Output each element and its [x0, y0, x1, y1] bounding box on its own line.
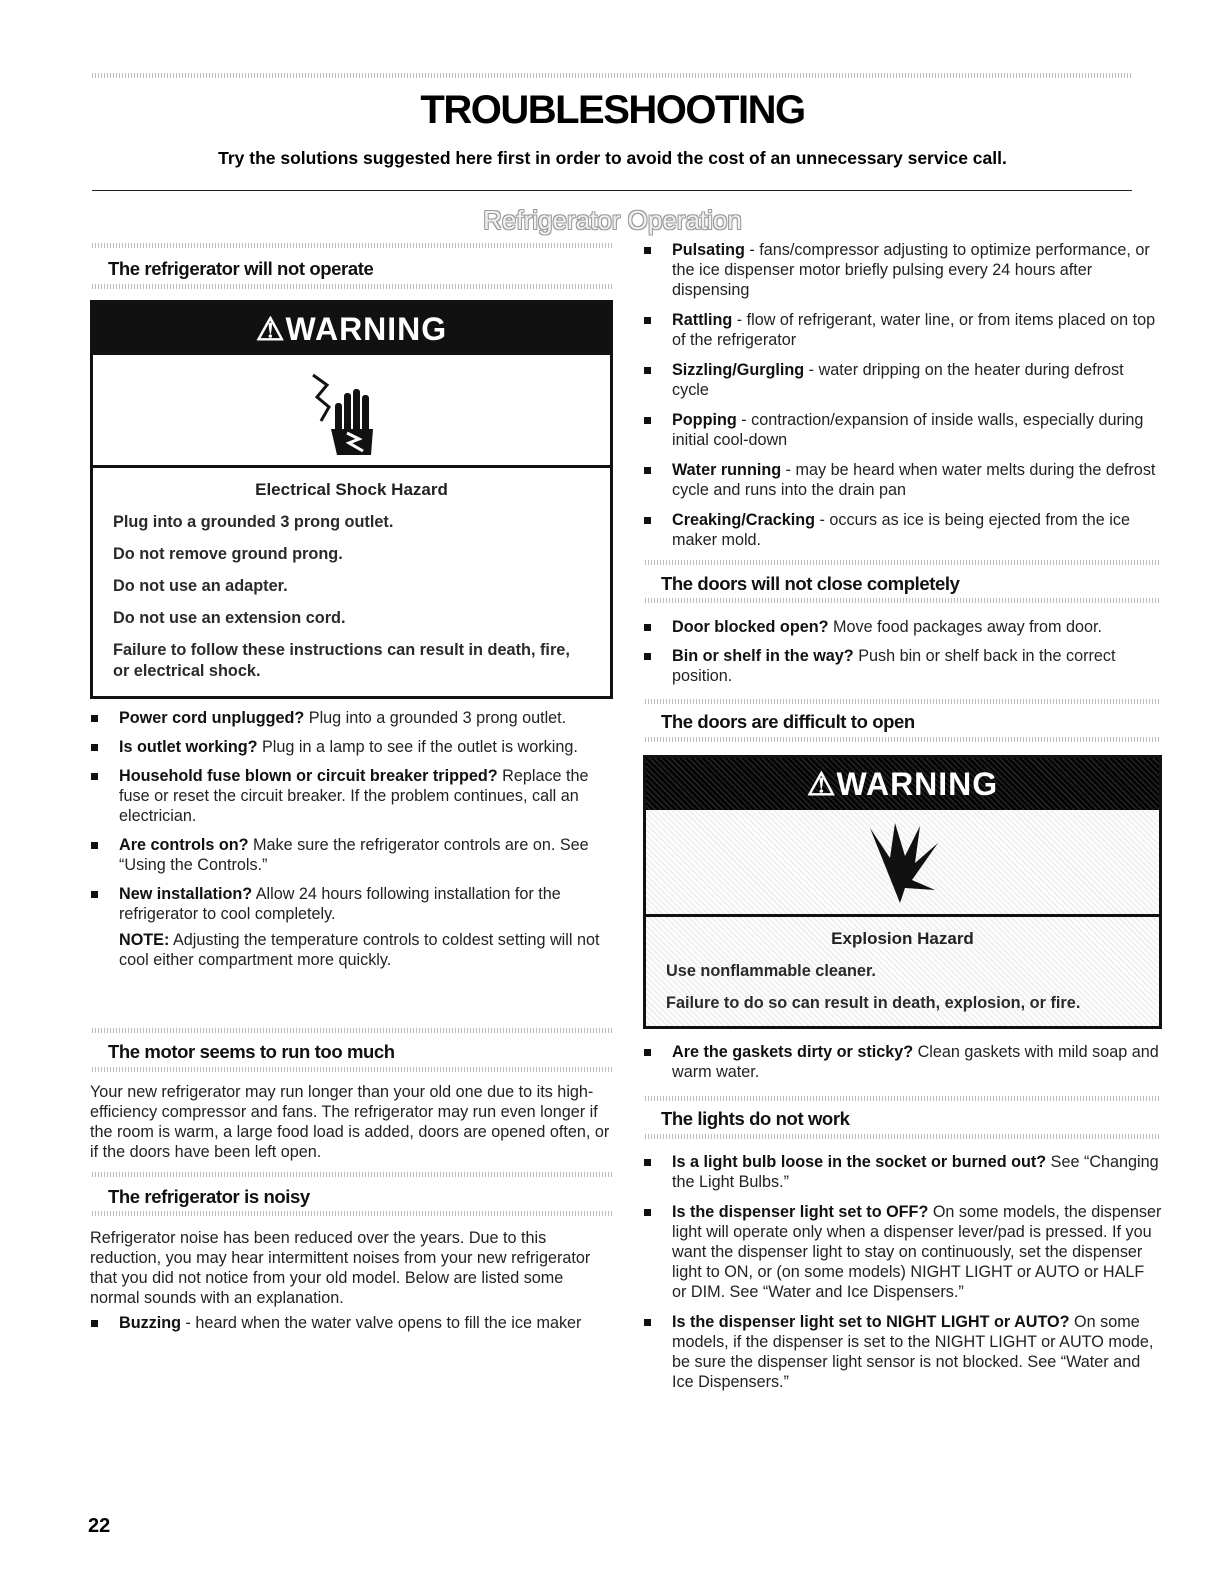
- warning-triangle-icon: ⚠: [255, 311, 286, 347]
- divider: [645, 1134, 1160, 1139]
- divider: [92, 190, 1132, 191]
- note: NOTE: Adjusting the temperature controls to coldest setting will not cool either compartment more quickly.: [119, 931, 600, 969]
- list-item: Are controls on? Make sure the refrigerator controls are on. See “Using the Controls.”: [88, 835, 610, 875]
- list-item: Is a light bulb loose in the socket or burned out? See “Changing the Light Bulbs.”: [641, 1152, 1163, 1192]
- warning-line: Plug into a grounded 3 prong outlet.: [113, 513, 394, 531]
- page-subtitle: Try the solutions suggested here first in order to avoid the cost of an unnecessary service call.: [218, 148, 1007, 168]
- electrical-warning-box: [90, 300, 613, 699]
- list-item: Is the dispenser light set to OFF? On some models, the dispenser light will operate only when a dispenser lever/pad is pressed. If you want the dispenser light to stay on continuously, set the dispenser light to ON, or (on some models) NIGHT LIGHT or AUTO or HALF or DIM. See “Water and Ice Dispensers.”: [641, 1202, 1163, 1302]
- divider: [92, 1211, 612, 1216]
- subsection-heading: The refrigerator will not operate: [108, 258, 374, 279]
- list-item: Are the gaskets dirty or sticky? Clean gaskets with mild soap and warm water.: [641, 1042, 1161, 1082]
- divider: [645, 598, 1160, 603]
- electric-shock-hand-icon: [291, 363, 411, 463]
- bullet-list: [641, 1042, 1161, 1082]
- list-item: Household fuse blown or circuit breaker tripped? Replace the fuse or reset the circuit breaker. If the problem continues, call an electrician.: [88, 766, 610, 826]
- bullet-list: [88, 708, 610, 970]
- subsection-heading: The doors are difficult to open: [661, 711, 915, 732]
- warning-line: Failure to do so can result in death, explosion, or fire.: [666, 994, 1081, 1012]
- divider: [645, 1096, 1160, 1101]
- list-item: Popping - contraction/expansion of inside walls, especially during initial cool-down: [641, 410, 1161, 450]
- bullet-list: [641, 617, 1161, 686]
- explosion-icon: [850, 818, 950, 908]
- list-item: Rattling - flow of refrigerant, water line, or from items placed on top of the refrigerator: [641, 310, 1161, 350]
- list-item: New installation? Allow 24 hours following installation for the refrigerator to cool completely. NOTE: Adjusting the temperature controls to coldest setting will not cool either compartment more quickly.: [88, 884, 610, 970]
- warning-line: Use nonflammable cleaner.: [666, 962, 876, 980]
- bullet-list: [641, 240, 1161, 550]
- divider: [645, 560, 1160, 565]
- warning-banner: ⚠WARNING: [93, 303, 610, 355]
- list-item: Bin or shelf in the way? Push bin or shelf back in the correct position.: [641, 646, 1161, 686]
- top-hatch-rule: [92, 73, 1132, 78]
- divider: [92, 1172, 612, 1177]
- divider: [92, 1028, 612, 1033]
- list-item: Door blocked open? Move food packages away from door.: [641, 617, 1161, 637]
- bullet-list: [88, 1313, 588, 1333]
- paragraph: Refrigerator noise has been reduced over the years. Due to this reduction, you may hear intermittent noises from your new refrigerator that you did not notice from your old model. Below are listed some normal sounds with an explanation.: [90, 1229, 591, 1307]
- bullet-list: [641, 1152, 1163, 1392]
- divider: [645, 699, 1160, 704]
- divider: [92, 243, 612, 248]
- list-item: Pulsating - fans/compressor adjusting to optimize performance, or the ice dispenser motor briefly pulsing every 24 hours after dispensing: [641, 240, 1161, 300]
- warning-line: Do not use an adapter.: [113, 577, 288, 595]
- list-item: Buzzing - heard when the water valve opens to fill the ice maker: [88, 1313, 588, 1333]
- warning-banner: ⚠WARNING: [646, 758, 1159, 810]
- warning-line: Failure to follow these instructions can result in death, fire, or electrical shock.: [113, 641, 570, 680]
- hazard-title: Electrical Shock Hazard: [255, 480, 448, 499]
- subsection-heading: The lights do not work: [661, 1108, 850, 1129]
- section-title: Refrigerator Operation: [483, 205, 742, 235]
- paragraph: Your new refrigerator may run longer than your old one due to its high-efficiency compressor and fans. The refrigerator may run even longer if the room is warm, a large food load is added, doors are opened often, or if the doors have been left open.: [90, 1083, 610, 1161]
- warning-line: Do not use an extension cord.: [113, 609, 346, 627]
- subsection-heading: The refrigerator is noisy: [108, 1186, 310, 1207]
- explosion-hazard-icon-area: [646, 810, 1159, 917]
- warning-line: Do not remove ground prong.: [113, 545, 343, 563]
- divider: [645, 737, 1160, 742]
- divider: [92, 1067, 612, 1072]
- list-item: Is the dispenser light set to NIGHT LIGHT or AUTO? On some models, if the dispenser is set to the NIGHT LIGHT or AUTO mode, be sure the dispenser light sensor is not blocked. See “Water and Ice Dispensers.”: [641, 1312, 1163, 1392]
- warning-triangle-icon: ⚠: [806, 766, 837, 802]
- list-item: Sizzling/Gurgling - water dripping on the heater during defrost cycle: [641, 360, 1161, 400]
- list-item: Water running - may be heard when water melts during the defrost cycle and runs into the drain pan: [641, 460, 1161, 500]
- page-title: TROUBLESHOOTING: [420, 88, 805, 132]
- shock-hazard-icon-area: [93, 355, 610, 468]
- subsection-heading: The doors will not close completely: [661, 573, 960, 594]
- page-number: 22: [88, 1515, 111, 1537]
- divider: [92, 284, 612, 289]
- subsection-heading: The motor seems to run too much: [108, 1041, 395, 1062]
- list-item: Power cord unplugged? Plug into a grounded 3 prong outlet.: [88, 708, 610, 728]
- list-item: Is outlet working? Plug in a lamp to see if the outlet is working.: [88, 737, 610, 757]
- explosion-warning-box: [643, 755, 1162, 1029]
- hazard-title: Explosion Hazard: [831, 929, 974, 948]
- list-item: Creaking/Cracking - occurs as ice is being ejected from the ice maker mold.: [641, 510, 1161, 550]
